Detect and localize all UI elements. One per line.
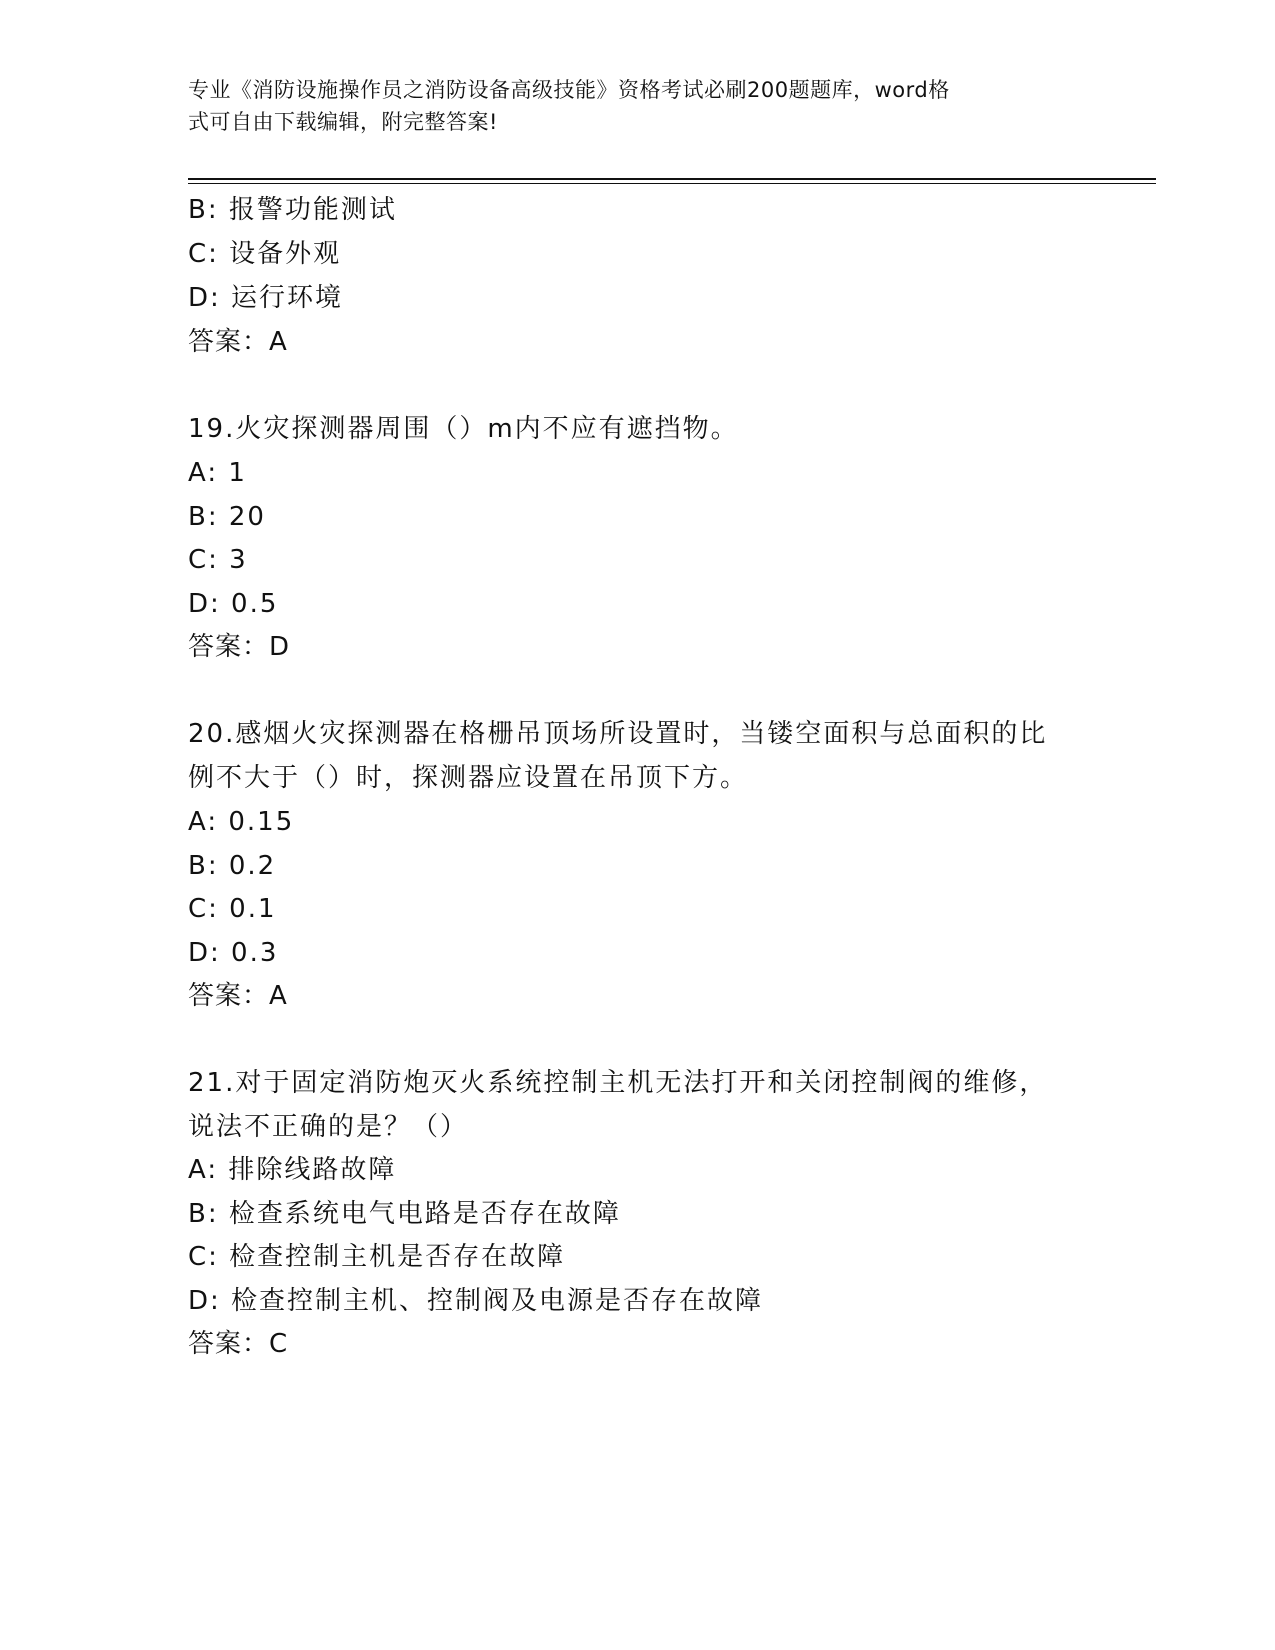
q18-option-d: D: 运行环境 — [188, 283, 344, 313]
header-line-1: 专业《消防设施操作员之消防设备高级技能》资格考试必刷200题题库，word格 — [188, 78, 950, 102]
q21-question-line-2: 说法不正确的是？（） — [188, 1112, 469, 1142]
q20-question-line-2: 例不大于（）时，探测器应设置在吊顶下方。 — [188, 763, 749, 793]
q18-option-b: B: 报警功能测试 — [188, 195, 397, 225]
q18-option-c: C: 设备外观 — [188, 239, 342, 269]
header-divider-thin — [188, 183, 1156, 184]
q19-answer: 答案：D — [188, 632, 291, 662]
q20-option-c: C: 0.1 — [188, 894, 277, 924]
header-line-2: 式可自由下载编辑，附完整答案! — [188, 110, 498, 134]
header-divider-thick — [188, 178, 1156, 180]
q18-answer: 答案：A — [188, 327, 288, 357]
q21-question-line-1: 21.对于固定消防炮灭火系统控制主机无法打开和关闭控制阀的维修， — [188, 1068, 1048, 1098]
q21-option-d: D: 检查控制主机、控制阀及电源是否存在故障 — [188, 1286, 764, 1316]
q21-answer: 答案：C — [188, 1329, 289, 1359]
q21-option-c: C: 检查控制主机是否存在故障 — [188, 1242, 566, 1272]
q20-answer: 答案：A — [188, 981, 288, 1011]
q20-option-d: D: 0.3 — [188, 938, 279, 968]
q19-option-a: A: 1 — [188, 458, 247, 488]
q19-option-c: C: 3 — [188, 545, 248, 575]
q21-option-a: A: 排除线路故障 — [188, 1155, 397, 1185]
q20-question-line-1: 20.感烟火灾探测器在格栅吊顶场所设置时，当镂空面积与总面积的比 — [188, 719, 1048, 749]
document-header — [188, 74, 1068, 138]
q19-option-b: B: 20 — [188, 502, 266, 532]
q19-question: 19.火灾探测器周围（）m内不应有遮挡物。 — [188, 414, 739, 444]
q21-option-b: B: 检查系统电气电路是否存在故障 — [188, 1199, 621, 1229]
q19-option-d: D: 0.5 — [188, 589, 279, 619]
q20-option-a: A: 0.15 — [188, 807, 295, 837]
q20-option-b: B: 0.2 — [188, 851, 277, 881]
